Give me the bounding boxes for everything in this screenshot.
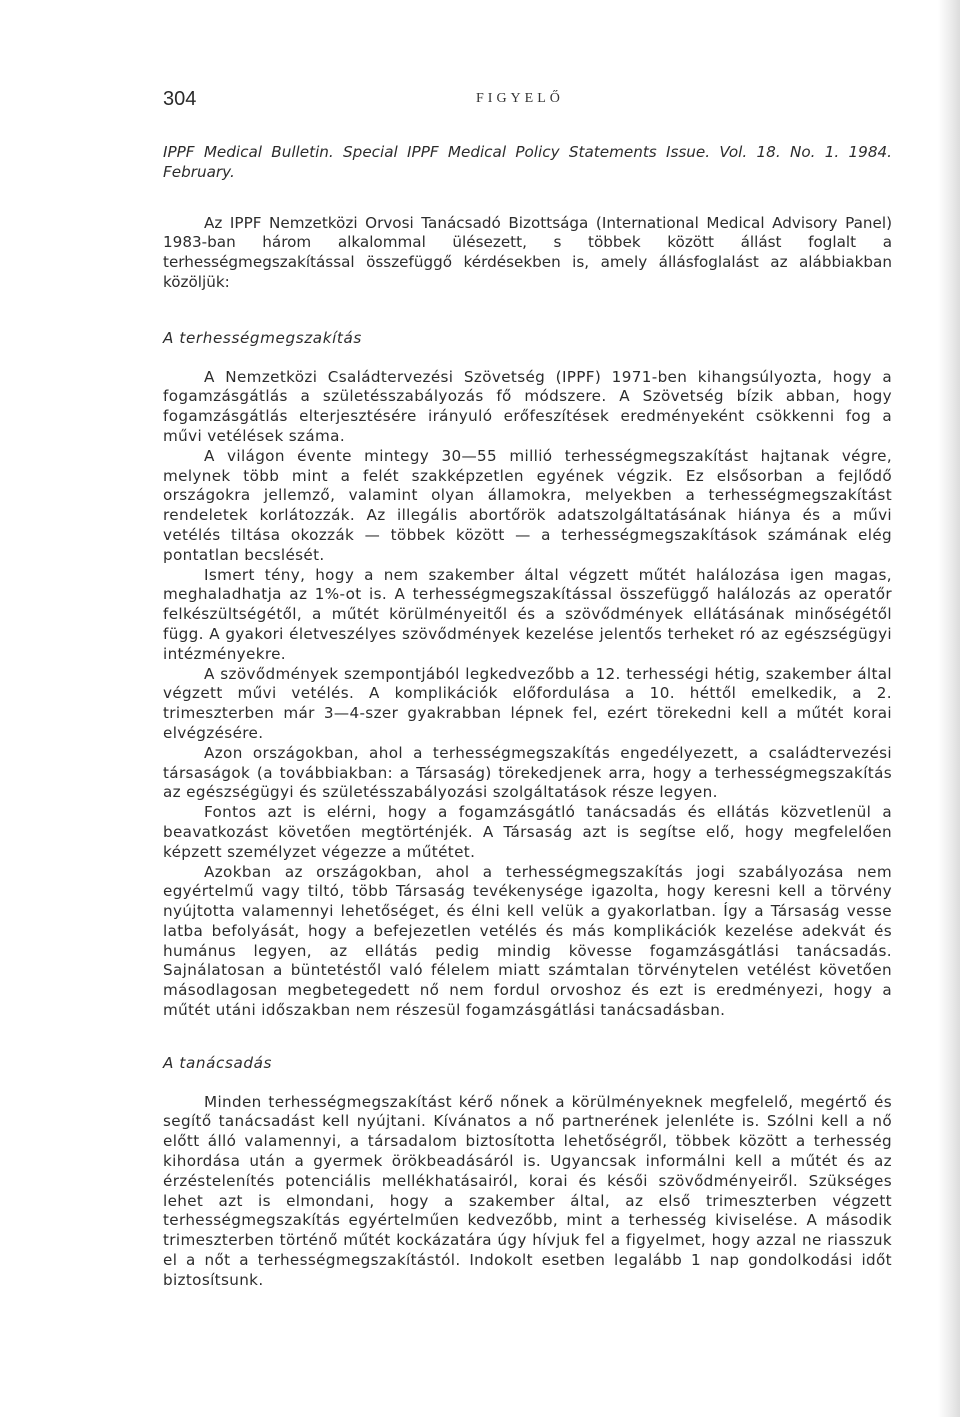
page-number: 304 [163, 88, 197, 110]
source-citation: IPPF Medical Bulletin. Special IPPF Medical Policy Statements Issue. Vol. 18. No. 1. 1984. February. [163, 143, 892, 181]
paragraph: Azokban az országokban, ahol a terhességmegszakítás jogi szabályozása nem egyértelmű vagy tiltó, több Társaság tevékenysége igazolta, hogy keresni kell a törvény nyújtotta valamennyi lehetőséget, és élni kell velük a gyakorlatban. Így a Társaság vesse latba befolyását, hogy a befejezetlen vetélés és más komplikációk kezelése adekvát és humánus legyen, az ellátás pedig mindig kövesse fogamzásgátlási tanácsadás. Sajnálatosan a büntetéstől való félelem miatt számtalan törvénytelen vetélést követően másodlagosan megbetegedett nő nem fordul orvoshoz és ezt is eredményezi, hogy a műtét utáni időszakban nem részesül fogamzásgátlási tanácsadásban. [163, 862, 892, 1020]
section-title-counseling: A tanácsadás [163, 1053, 273, 1072]
section-title-abortion: A terhességmegszakítás [163, 328, 362, 347]
paragraph: Ismert tény, hogy a nem szakember által végzett műtét halálozása igen magas, meghaladhatja az 1%-ot is. A terhességmegszakítással összefüggő halálozás az operatőr felkészültségétől, a műtét körülményeitől és a szövődmények ellátásának minőségétől függ. A gyakori életveszélyes szövődmények kezelése jelentős terheket ró az egészségügyi intézményekre. [163, 565, 892, 663]
page-header [163, 88, 893, 118]
running-head: FIGYELŐ [476, 91, 564, 106]
paragraph: Minden terhességmegszakítást kérő nőnek a körülményeknek megfelelő, megértő és segítő tanácsadást kell nyújtani. Kívánatos a nő partnerének jelenléte is. Szólni kell a nő előtt álló valamennyi, a társadalom biztosította lehetőségről, többek között a terhesség kihordása után a gyermek örökbeadásáról is. Ugyancsak informálni kell a műtét és az érzéstelenítés potenciális mellékhatásairól, korai és késői szövődményeiről. Szükséges lehet azt is elmondani, hogy a szakember által, az első trimeszterben végzett terhességmegszakítás egyértelműen kedvezőbb, mint a terhesség kiviselése. A második trimeszterben történő műtét kockázatára úgy hívjuk fel a figyelmet, hogy azzal ne riasszuk el a nőt a terhességmegszakítástól. Indokolt esetben legalább 1 nap gondolkodási időt biztosítsunk. [163, 1092, 892, 1289]
paragraph: Azon országokban, ahol a terhességmegszakítás engedélyezett, a családtervezési társaságok (a továbbiakban: a Társaság) törekedjenek arra, hogy a terhességmegszakítás az egészségügyi és születésszabályozási szolgáltatások része legyen. [163, 743, 892, 802]
paragraph: A világon évente mintegy 30—55 millió terhességmegszakítást hajtanak végre, melynek több mint a felét szakképzetlen egyének végzik. Ez elsősorban a fejlődő országokra jellemző, valamint olyan államokra, melyekben a terhességmegszakítást rendeletek korlátozzák. Az illegális abortőrök adatszolgáltatásának hiánya és a művi vetélés tiltása okozzák — többek között — a terhességmegszakítások számának elég pontatlan becslését. [163, 446, 892, 564]
article-body [163, 143, 892, 1291]
page-edge-shadow [938, 0, 960, 1417]
paragraph: Fontos azt is elérni, hogy a fogamzásgátló tanácsadás és ellátás közvetlenül a beavatkozást követően megtörténjék. A Társaság azt is segítse elő, hogy megfelelően képzett személyzet végezze a műtétet. [163, 803, 892, 861]
paragraph: A Nemzetközi Családtervezési Szövetség (IPPF) 1971-ben kihangsúlyozta, hogy a fogamzásgátlás a születésszabályozás fő módszere. A Szövetség bízik abban, hogy fogamzásgátlás elterjesztésére irányuló erőfeszítések eredményeként csökkenni fog a művi vetélések száma. [163, 367, 892, 445]
intro-paragraph: Az IPPF Nemzetközi Orvosi Tanácsadó Bizottsága (International Medical Advisory Panel) 1983-ban három alkalommal ülésezett, s többek között állást foglalt a terhességmegszakítással összefüggő kérdésekben is, amely állásfoglalást az alábbiakban közöljük: [163, 213, 892, 291]
paragraph: A szövődmények szempontjából legkedvezőbb a 12. terhességi hétig, szakember által végzett művi vetélés. A komplikációk előfordulása a 10. héttől emelkedik, a 2. trimeszterben már 3—4-szer gyakrabban lépnek fel, ezért törekedni kell a műtét korai elvégzésére. [163, 664, 892, 742]
